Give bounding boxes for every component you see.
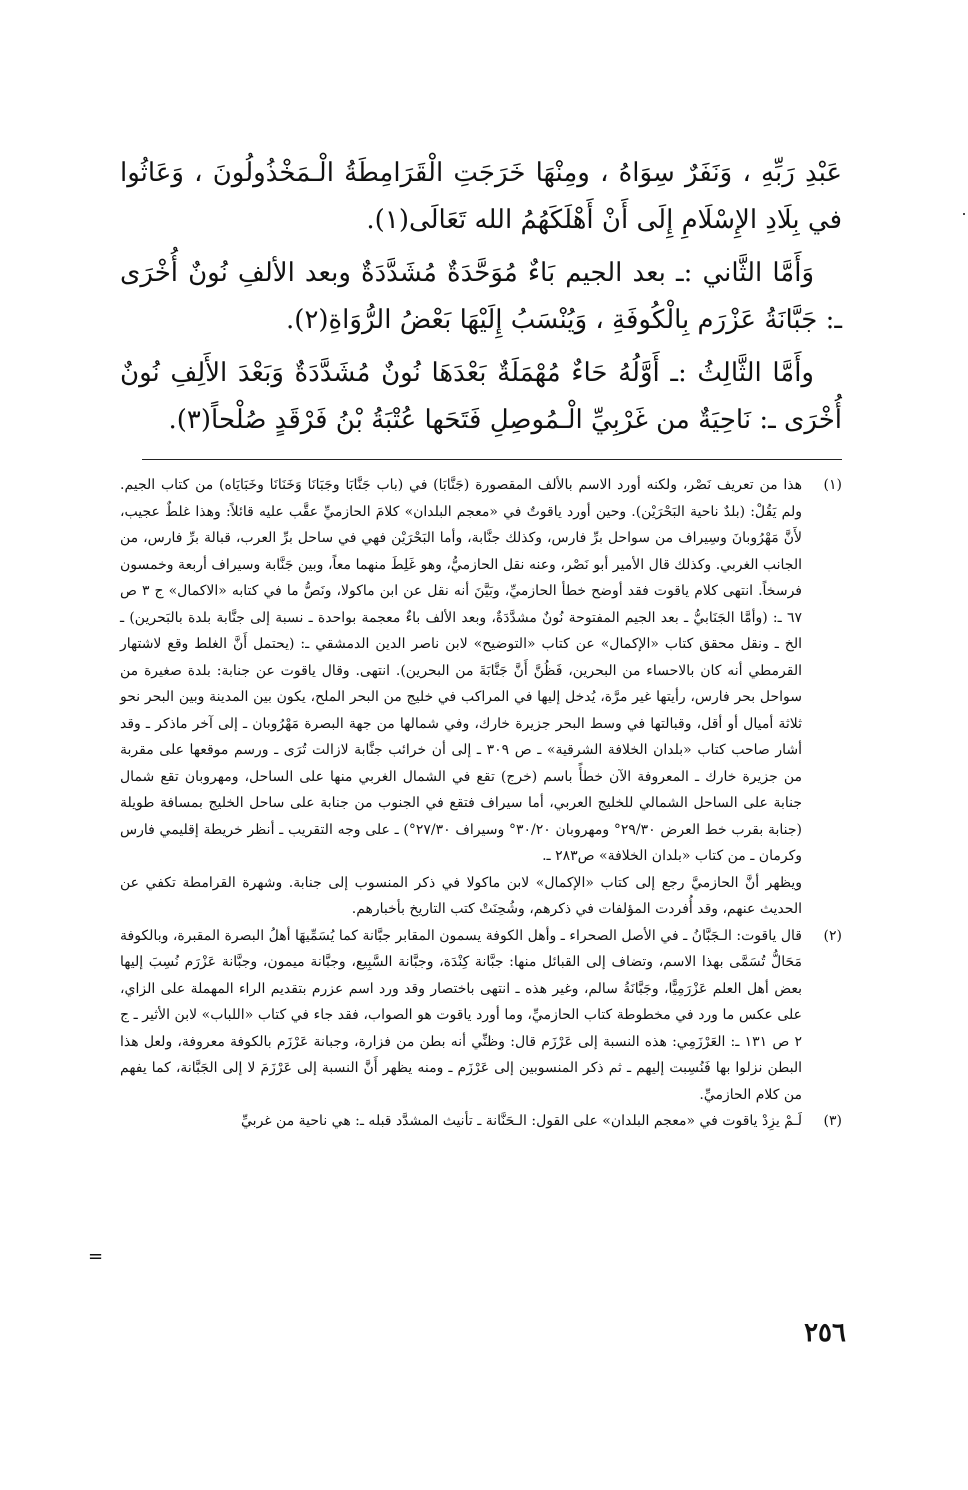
footnote-text: قال ياقوت: الـجَبَّانُ ـ في الأصل الصحراء ـ وأهل الكوفة يسمون المقابر جبَّانة كما يُسَمِّيهَا أهلُ البصرة المقبرة، وبالكوفة مَحَالُّ تُسَمَّى بهذا الاسم، وتضاف إلى القبائل منها: جبَّانة كِنْدَة، وجبَّانة السَّبِيع، وجبَّانة ميمون، وجبَّانة عَزْرَم نُسِبَ إليها بعض أهل العلم عَزْرَمِيًّا، وجَبَّانَةُ سالم، وغير هذه ـ انتهى باختصار وقد ورد اسم عزرم بتقديم الراء المهملة على الزاي، على عكس ما ورد في مخطوطة كتاب الحازميِّ، وما أورد ياقوت هو الصواب، فقد جاء في كتاب «اللباب» لابن الأثير ـ ج ٢ ص ١٣١ ـ: العَرْزَمِي: هذه النسبة إلى عَرْزَم قال: وظنِّي أنه بطن من فزارة، وجبانة عَرْزَم بالكوفة معروفة، ولعل هذا البطن نزلوا بها فَنُسِبت إليهم ـ ثم ذكر المنسوبين إلى عَرْزَم ـ ومنه يظهر أَنَّ النسبة إلى عَرْزَمَ لا إلى الجَبَّانة، كما يفهم من كلام الحازميِّ. [120, 927, 803, 1103]
footnote-text: هذا من تعريف نَصْر، ولكنه أورد الاسم بالألف المقصورة (جَنَّابَا) في (باب جَنَّابَا وجَبَانَا وَخَنَانَا وخَبَايَاه) من كتاب الجيم. ولم يَقُلْ: (بلدٌ ناحية البَحْرَيْن). وحين أورد ياقوتٌ في «معجم البلدان» كلامَ الحازميِّ عقَّب عليه قائلاً: وهذا غلطٌ عجيب، لأَنَّ مَهْرُوبانَ وسِيراف من سواحل برِّ فارس، وكذلك جنَّابة، وأما البَحْرَيْن فهي في ساحل برِّ العرب، قبالة برِّ فارس، من الجانب الغربي. وكذلك قال الأمير أبو نَصْر، وعنه نقل الحازميُّ، وهو غَلِطَ منهما معاً، وبين جَنَّابة وسيراف أربعة وخمسون فرسخاً. انتهى كلام ياقوت فقد أوضح خطأ الحازميِّ، وبَيَّنَ أنه نقل عن ابن ماكولا، ونَصُّ ما في كتابه «الاكمال» ج ٣ ص ٦٧ ـ: (وأمَّا الجَنَابيُّ ـ بعد الجيم المفتوحة نُونٌ مشدَّدَةٌ، وبعد الألف باءٌ معجمة بواحدة ـ نسبة إلى جنَّابة بلدة بالبَحرين) ـ الخ ـ ونقل محقق كتاب «الإكمال» عن كتاب «التوضيح» لابن ناصر الدين الدمشقي ـ: (يحتمل أَنَّ الغلط وقع لاشتهار القرمطي أنه كان بالاحساء من البحرين، فَظُنَّ أَنَّ جَنَّابَةَ من البحرين). انتهى. وقال ياقوت عن جنابة: بلدة صغيرة من سواحل بحر فارس، رأيتها غير مرَّة، يُدخل إليها في المراكب في خليج من البحر الملح، يكون بين المدينة وبين البحر نحو ثلاثة أميال أو أقل، وقبالتها في وسط البحر جزيرة خارك، وفي شمالها من جهة البصرة مَهْرُوبان ـ إلى آخر ماذكر ـ وقد أشار صاحب كتاب «بلدان الخلافة الشرقية» ـ ص ٣٠٩ ـ إلى أن خرائب جنَّابة لازالت تُرَى ـ ورسم موقعها على مقربة من جزيرة خارك ـ المعروفة الآن خطأً باسم (خرج) تقع في الشمال الغربي منها على الساحل، ومهروبان تقع شمال جنابة على الساحل الشمالي للخليج العربي، أما سيراف فتقع في الجنوب من جنابة على ساحل الخليج بمسافة طويلة (جنابة بقرب خط العرض ٢٩/٣٠° ومهروبان ٣٠/٢٠° وسيراف ٢٧/٣٠°) ـ على وجه التقريب ـ أنظر خريطة إقليمي فارس وكرمان ـ من كتاب «بلدان الخلافة» ص٢٨٣ ـ. [120, 477, 802, 864]
footnote-number: (٣) [823, 1113, 842, 1129]
main-paragraph-3: وأَمَّا الثَّالِثُ :ـ أَوَّلُهُ حَاءٌ مُهْمَلَةٌ بَعْدَهَا نُونٌ مُشَدَّدَةٌ وَبَعْدَ الأَلِفِ نُونٌ أُخْرَى ـ: نَاحِيَةٌ من غَرْبِيِّ الْـمُوصِلِ فَتَحَها عُتْبَةُ بْنُ فَرْقَدٍ صُلْحاً(٣). [120, 358, 842, 435]
footnote-text-continued: ويظهر أنَّ الحازميَّ رجع إلى كتاب «الإكمال» لابن ماكولا في ذكر المنسوب إلى جنابة. وشهرة القرامطة تكفي عن الحديث عنهم، وقد أُفردت المؤلفات في ذكرهم، وشُحِنَتْ كتب التاريخ بأخبارهم. [120, 874, 802, 917]
main-text-block [120, 150, 842, 444]
page-number: ٢٥٦ [804, 1318, 846, 1348]
main-paragraph-1: عَبْدِ رَبِّهِ ، وَنَفَرٌ سِوَاهُ ، ومِنْهَا خَرَجَتِ الْقَرَامِطَةُ الْـمَخْذُولُونَ ، وَعَاثُوا في بِلَادِ الإِسْلَامِ إِلَى أَنْ أَهْلَكَهُمُ الله تَعَالَى(١). [120, 158, 842, 235]
footnote-separator [142, 459, 842, 460]
margin-speck [963, 213, 965, 215]
footnotes-block [120, 472, 842, 1135]
footnote-1 [120, 472, 842, 923]
main-paragraph-2: وَأَمَّا الثَّاني :ـ بعد الجيم بَاءٌ مُوَحَّدَةٌ مُشَدَّدَةٌ وبعد الألفِ نُونٌ أُخْرَى ـ: جَبَّانَةُ عَزْرَم بِالْكُوفَةِ ، وَيُنْسَبُ إِلَيْهَا بَعْضُ الرُّوَاةِ(٢). [120, 258, 842, 335]
footnote-text: لَـمْ يزِدْ ياقوت في «معجم البلدان» على القول: الـحَنَّانة ـ تأنيث المشدَّد قبله ـ: هي ناحية من غربيِّ [241, 1113, 802, 1129]
footnote-body [120, 472, 802, 923]
continuation-mark: = [88, 1246, 104, 1267]
footnote-body [120, 1108, 802, 1135]
footnote-3 [120, 1108, 842, 1135]
footnote-number: (٢) [823, 927, 842, 944]
footnote-body [120, 923, 802, 1109]
footnote-2 [120, 923, 842, 1109]
footnote-number: (١) [823, 477, 842, 493]
